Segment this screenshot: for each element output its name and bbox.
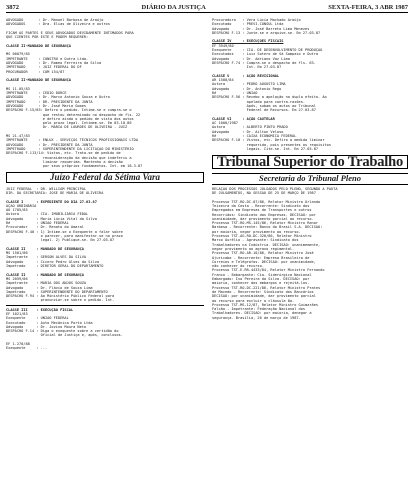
text-line: Falcão - Impetrante: Federação Nacional dos [212, 307, 306, 312]
text-line: MS 21-47/83 [6, 134, 30, 139]
text-line: legal. 2) Publique-se. Em 27.03.87 [6, 238, 115, 243]
seventh-court-box [6, 172, 204, 182]
text-line: apelado para contra-razões. [212, 99, 306, 104]
text-line: AO 1705/85 [6, 208, 28, 213]
text-line: Processo TST-RO-MS-145/86, Relator Ministro Ranor [212, 221, 319, 226]
text-line: DESPACHO F.10 : Vistos, etc. Defiro a medida liminar [212, 138, 325, 143]
text-line: Procuradora : Vera Lúcia Machado Araújo [212, 18, 301, 22]
text-line: EF 1021/83 [6, 312, 28, 316]
text-line: Exequente : ... [6, 346, 48, 351]
text-line: Advogado : Dr. Adriano Vaz Lima [212, 56, 290, 61]
text-line: IMPETRADO : JUIZ FEDERAL DO DF [6, 65, 82, 70]
seventh-court-title: Juízo Federal da Sétima Vara [49, 172, 160, 183]
text-line: DESPACHO F.14 : Diga o exequente sobre a certidão do [6, 329, 119, 334]
left-top-block [6, 18, 204, 168]
text-line: por seus próprios fundamentos. Int. em 18.3.87 [6, 164, 143, 169]
right-column [212, 18, 408, 320]
divider [6, 305, 204, 306]
text-line: MS 11-05/83 [6, 86, 30, 91]
left-mid-block [6, 187, 204, 303]
text-line: Impetrado : SUPERINTENDENTE DO DEPARTAMENTO [6, 289, 108, 294]
text-line: ADVOGADO : Dr. Marco Antonio Souza e Outro [6, 95, 110, 100]
text-line: requerida, pois presentes os requisitos [212, 142, 331, 147]
text-line: negar provimento ao agravo regimental. [212, 246, 295, 251]
text-line: Procurador : Dr. Renato do Amaral [6, 225, 84, 230]
text-line: pronunciar-se sobre o pedido. Int. [6, 298, 115, 303]
text-line: Processo TST-RO-AR-10/86, Relator Ministro José [212, 251, 314, 256]
text-line: CLASSE II-MANDADO DE SEGURANÇA [6, 78, 71, 83]
text-line: Advogado : Maria Lúcia Vital da Silva [6, 216, 97, 221]
text-line: AÇÃO ORDINÁRIA [6, 203, 37, 208]
text-line: Impetrado : DIRETOR GERAL DO DEPARTAMENTO [6, 264, 104, 269]
text-line: DESPACHO F.94 : Ao Ministério Público Federal para [6, 294, 115, 299]
text-line: DIR. DA SECRETARIA: JOSE DE MARIA DE OLIVEIRA [6, 190, 104, 195]
text-line: Impetrante : MARIA DOS ANJOS SOUZA [6, 281, 87, 286]
page-header [6, 4, 408, 13]
journal-title: DIÁRIO DA JUSTIÇA [141, 4, 206, 11]
text-line: CLASSE III : EXECUÇÃO FISCAL [6, 307, 74, 312]
text-line: Autora : CIA. IMOBILIÁRIA FEDAL [6, 212, 89, 217]
text-line: por maioria, negar provimento ao recurso. [212, 229, 301, 234]
text-line: Processo TST-MS-12/87, Relator Ministro Guimarães [212, 302, 319, 307]
text-line: Federal de Recursos. Em 27.03.87 [212, 108, 316, 113]
text-line: DE JULGAMENTOS, NA SESSÃO DE 25 DE MARÇO DE 1987 [212, 191, 316, 196]
text-line: e defiro ainda o pedido de vista dos autos [6, 116, 134, 121]
divider [212, 184, 408, 185]
text-line: CLASSE IV : EXECUÇÕES FISCAIS [212, 39, 284, 44]
text-line: QUE CIENTES POR ESTE E PODEM REQUERER: [6, 35, 89, 40]
text-line: Impetrante : GERSON ALVES DA SILVA [6, 255, 87, 260]
text-line: FICAM AS PARTES E SEUS ADVOGADOS DEVIDAMENTE INTIMADOS PARA [6, 30, 134, 35]
text-line: IMPETRADO : DR. PRESIDENTE DA JUNTA [6, 99, 93, 104]
text-line: Exequente : UNIÃO FEDERAL [6, 316, 69, 321]
text-line: Processo TST-E-RR-4433/84, Relator Ministro Fernando [212, 268, 325, 273]
text-line: EF 1.270/88 [6, 342, 30, 347]
text-line: Processo TST-RO-DC-221/86, Relator Ministro Prates [212, 285, 321, 290]
text-line: DESPACHO F.40 : 1) Intime-se o Exequente a falar sobre [6, 229, 123, 234]
tribunal-title: Tribunal Superior do Trabalho [216, 154, 404, 171]
text-line: Advogado : Dr. José Barreto Lima Menezes [212, 26, 310, 31]
text-line: IMPETRANTE : CEDIO DURCE [6, 91, 67, 96]
issue-date: SEXTA-FEIRA, 3 ABR 1987 [328, 4, 408, 11]
text-line: CLASSE V : AÇÃO REVISIONAL [212, 73, 280, 78]
text-line: Executados : Luiz Sotero de Sá Sampaio e Outra [212, 52, 319, 57]
text-line: ADVOGADOS : Dra. Elias de Oliveira e outros [6, 22, 110, 27]
text-line: ADVOGADO : Dr. José Maria Gomes [6, 103, 87, 108]
text-line: DESPACHO F.13 : Junte-se e arquive-se. Em 27.03.87 [212, 30, 321, 35]
text-line: não conhecer do recurso. [212, 264, 264, 269]
text-line: CLASSE VI : AÇÃO CAUTELAR [212, 116, 275, 121]
text-line: Trabalhadores na Indústria. DECISÃO: unanimemente, [212, 242, 321, 247]
text-line: Advogado : Cícero Pedro Alves da Silva [6, 259, 100, 264]
text-line: Barbosa - Recorrente: Banco do Brasil S.A. DECISÃO: [212, 225, 323, 230]
text-line: ADVOGADO : Dr. PRESIDENTE DA JUNTA [6, 142, 93, 147]
text-line: DESPACHO F.15/85: Defiro o pedido. Intime-se e cumpra-se o [6, 108, 132, 113]
text-line: Processo TST-RO-DC-07/86, Relator Ministro Orlando [212, 199, 321, 204]
text-line: ADVOGADO : Dr. Manoel Barbosa de Araújo [6, 18, 104, 22]
text-line: pelo prazo legal. Intimem-se. Em 03.10.86 [6, 121, 132, 126]
tribunal-box [212, 154, 408, 171]
text-line: Após, subam os autos ao Tribunal [212, 103, 316, 108]
text-line: que restou determinado no despacho de fls. 22 [6, 112, 141, 117]
right-top-block [212, 18, 408, 151]
text-line: Correios e Telégrafos. DECISÃO: por unanimidade, [212, 259, 316, 264]
text-line: CLASSE II : MANDADO DE SEGURANÇA [6, 246, 84, 251]
text-line: RELAÇÃO DOS PROCESSOS JULGADOS PELO PLENO, SEGUNDO A PAUTA [212, 186, 338, 191]
text-line: DESPACHO F.113/14: Vistos, etc. Trata-se de pedido de [6, 151, 121, 156]
text-line: DECISÃO: por unanimidade, dar provimento parcial [212, 294, 316, 299]
text-line: ADVOGADO : Dr. Romeo Ferreira da Silva [6, 60, 102, 65]
text-line: JUIZ FEDERAL : DR. WILLIAM PRINCIPAL [6, 186, 87, 191]
text-line: reconsideração da decisão que indeferiu a [6, 155, 132, 160]
text-line: o parecer, para manifestar-se no prazo [6, 233, 123, 238]
text-line: legais. Cite-se. Int. Em 27.03.87 [212, 146, 319, 151]
text-line: AR 1500/84 [212, 78, 234, 83]
text-line: Autora : PEDRO AUGUSTO LIMA [212, 82, 286, 87]
text-line: ao recurso para excluir a cláusula 8a. [212, 298, 295, 303]
text-line: Embargado: Ivo Pereira da Silva. DECISÃO: por [212, 277, 310, 282]
journal-page [6, 4, 408, 496]
text-line: Teixeira da Costa - Recorrente: Sindicato dos [212, 203, 310, 208]
text-line: DESPACHO F.74 : Cumpra-se o despacho de fls. 63. [212, 60, 316, 65]
text-line: Ré : UNIÃO [212, 91, 258, 96]
text-line: Trabalhadores. DECISÃO: por maioria, denegar a [212, 311, 312, 316]
text-line: Advogado : Dr. Jovino Moura Neto [6, 324, 87, 329]
text-line: segurança. Brasília, 26 de março de 1987. [212, 315, 301, 320]
text-line: Recorridos: Sindicato das Empresas. DECISÃO: por [212, 212, 316, 217]
text-line: Executado : PREVI-CONSUL Ltda [212, 22, 284, 27]
text-line: CLASSE I : EXPEDIENTE DO DIA 27.03.87 [6, 199, 97, 204]
text-line: Advogado : Dr. Antonio Rego [212, 86, 282, 91]
right-bottom-block [212, 187, 408, 320]
left-column [6, 18, 204, 351]
text-line: unanimidade, dar provimento parcial ao recurso. [212, 216, 314, 221]
text-line: MS 00079/85 [6, 52, 30, 57]
text-line: EF 3949/80 [212, 43, 234, 48]
text-line: Dr. MARIA DE LOURDES DE OLIVEIRA - JUIZ [6, 125, 128, 130]
secretaria-title: Secretaria do Tribunal Pleno [212, 173, 408, 182]
text-line: MS 2059/86 [6, 276, 28, 281]
page-number: 3872 [6, 4, 19, 11]
text-line: CLASSE II : MANDADO DE SEGURANÇA [6, 272, 84, 277]
text-line: maioria, conhecer dos embargos e rejeitá-los. [212, 281, 310, 286]
text-line: Processo TST-AG-RO-DC-320/86, Relator Ministro [212, 234, 312, 239]
text-line: Oficial de Justiça e, após, conclusos. [6, 333, 123, 338]
text-line: Ré : UNIÃO FEDERAL [6, 221, 69, 226]
text-line: Ré : CAIXA ECONÔMICA FEDERAL [212, 134, 297, 139]
text-line: Marco Aurélio - Agravante: Sindicato dos [212, 238, 299, 243]
text-line: de Macedo - Recorrente: Sindicato dos Bancários [212, 289, 314, 294]
text-line: liminar requerida. Mantenho a decisão [6, 159, 123, 164]
text-line: DESPACHO F.56 : Recebo a apelação no duplo efeito. Ao [212, 95, 327, 100]
text-line: Int. Em 27.03.87 [212, 65, 282, 70]
text-line: IMPETRADO : SUPERINTENDENTE DA LICITAÇÃO DO MINISTÉRIO [6, 146, 134, 151]
text-line: Franco - Embargante: Cia. Siderúrgica Nacional [212, 272, 312, 277]
text-line: Advogado : Dr. Flávio de Souza Lima [6, 285, 93, 290]
text-line: MS 1501/86 [6, 251, 28, 256]
text-line: IMPETRANTE : ENLUX - SERVIÇOS TÉCNICOS PROFISSIONAIS LTDA [6, 138, 138, 143]
text-line: Autora : ALBERTO PINTO PRADO [212, 125, 288, 130]
text-line: Ajuricaba - Recorrente: Empresa Brasileira de [212, 255, 310, 260]
text-line: IMPETRANTE : CONSTRU e Outra Ltda. [6, 56, 89, 61]
text-line: CLASSE II-MANDADO DE SEGURANÇA [6, 43, 71, 48]
text-line: Empregados em Empresas de Transportes e outros [212, 208, 312, 213]
text-line: AC 1000/1987 [212, 121, 238, 126]
text-line: Advogado : Dr. Ailton Veloso [212, 129, 284, 134]
left-bottom-block [6, 308, 204, 351]
text-line: PROCURADOR : COM 154/87 [6, 69, 65, 74]
text-line: Executado : Auto Mecânica Porto Ltda [6, 320, 93, 325]
text-line: Exequente : CIA. DE DESENVOLVIMENTO DE PRODUÇÃO [212, 48, 323, 53]
